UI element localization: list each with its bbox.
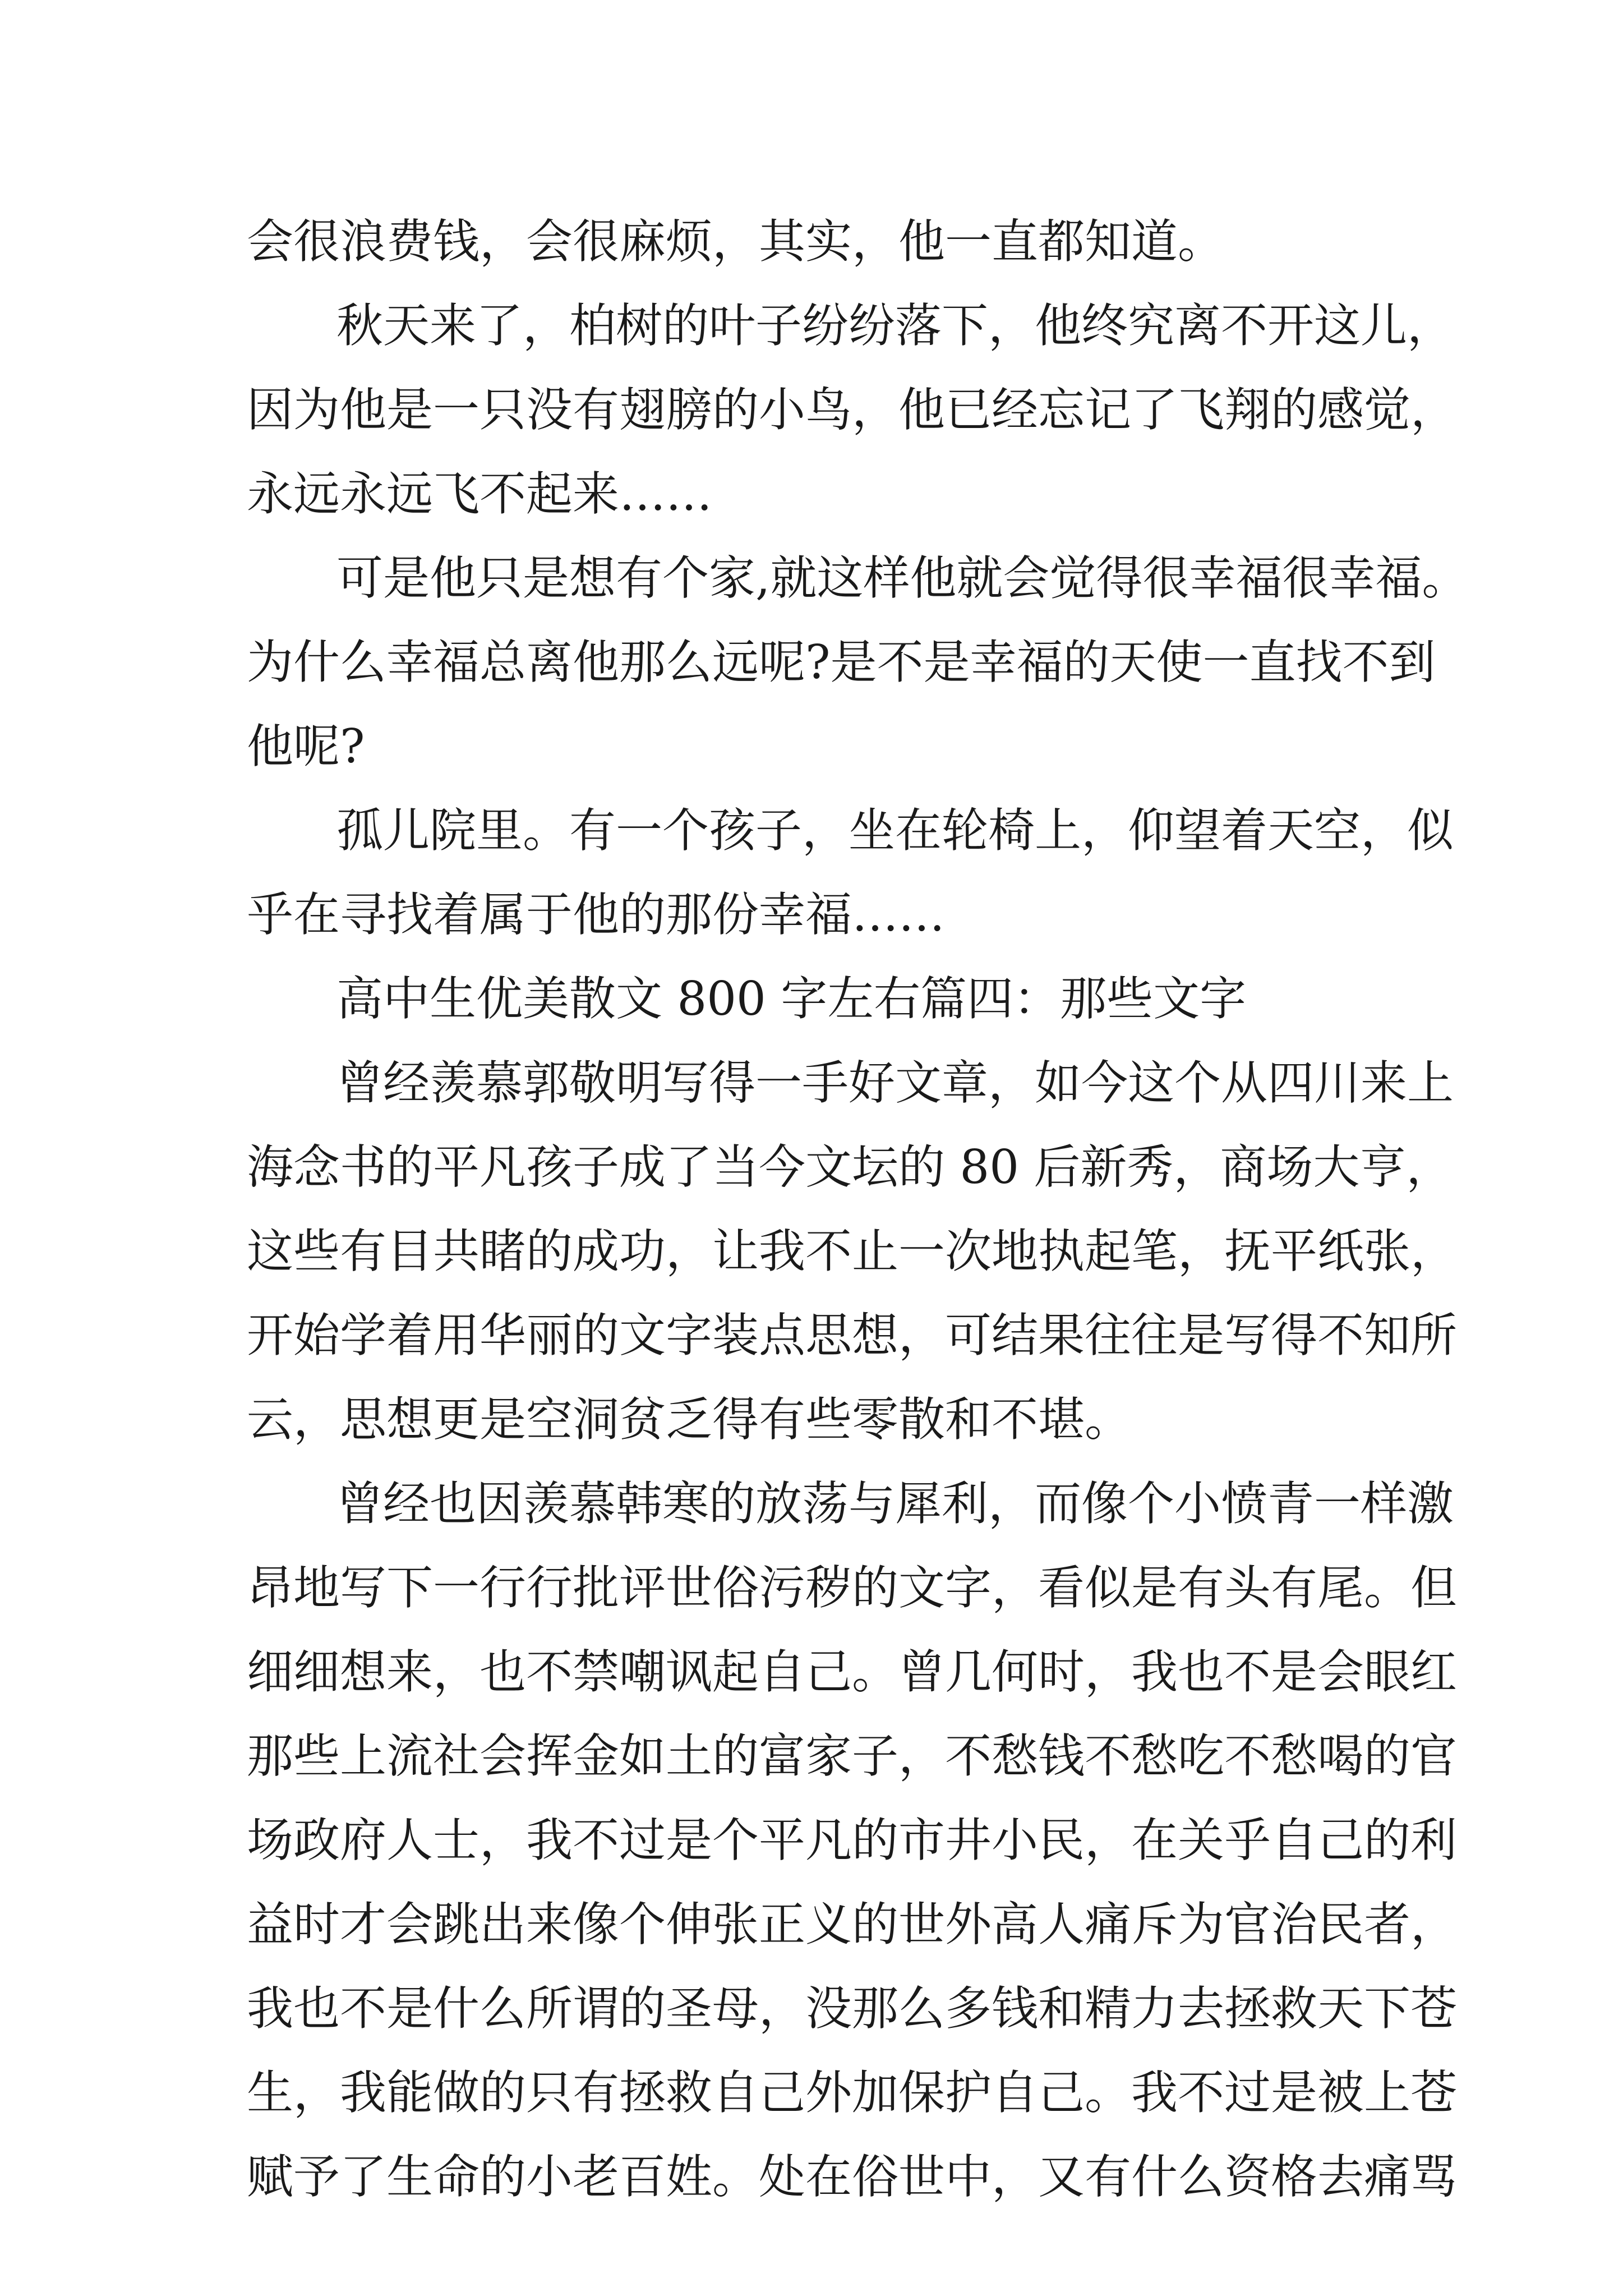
text-line: 赋予了生命的小老百姓。处在俗世中，又有什么资格去痛骂 [247, 2150, 1457, 2204]
text-line: 海念书的平凡孩子成了当今文坛的 80 后新秀，商场大亨， [247, 1140, 1453, 1194]
text-line: 云，思想更是空洞贫乏得有些零散和不堪。 [247, 1392, 1131, 1447]
text-line: 场政府人士，我不过是个平凡的市井小民，在关乎自己的利 [247, 1813, 1457, 1867]
text-line: 那些上流社会挥金如土的富家子，不愁钱不愁吃不愁喝的官 [247, 1729, 1457, 1783]
text-line: 永远永远飞不起来…… [247, 467, 712, 521]
text-line: 可是他只是想有个家,就这样他就会觉得很幸福很幸福。 [336, 551, 1469, 605]
text-line: 曾经也因羡慕韩寒的放荡与犀利，而像个小愤青一样激 [336, 1476, 1454, 1531]
text-line: 乎在寻找着属于他的那份幸福…… [247, 887, 945, 942]
document-body [247, 200, 1469, 2219]
section-heading: 高中生优美散文 800 字左右篇四：那些文字 [336, 972, 1247, 1026]
text-line: 因为他是一只没有翅膀的小鸟，他已经忘记了飞翔的感觉， [247, 383, 1457, 437]
text-line: 细细想来，也不禁嘲讽起自己。曾几何时，我也不是会眼红 [247, 1645, 1457, 1699]
text-line: 他呢? [247, 719, 365, 774]
text-line: 我也不是什么所谓的圣母，没那么多钱和精力去拯救天下苍 [247, 1981, 1457, 2036]
text-line: 孤儿院里。有一个孩子，坐在轮椅上，仰望着天空，似 [336, 803, 1454, 858]
text-line: 生，我能做的只有拯救自己外加保护自己。我不过是被上苍 [247, 2065, 1457, 2120]
text-line: 开始学着用华丽的文字装点思想，可结果往往是写得不知所 [247, 1308, 1457, 1363]
text-line: 为什么幸福总离他那么远呢?是不是幸福的天使一直找不到 [247, 635, 1436, 689]
text-line: 昂地写下一行行批评世俗污秽的文字，看似是有头有尾。但 [247, 1561, 1457, 1615]
text-line: 曾经羡慕郭敬明写得一手好文章，如今这个从四川来上 [336, 1056, 1454, 1110]
text-line: 秋天来了，柏树的叶子纷纷落下，他终究离不开这儿， [336, 298, 1454, 353]
text-line: 益时才会跳出来像个伸张正义的世外高人痛斥为官治民者， [247, 1897, 1457, 1952]
text-line: 这些有目共睹的成功，让我不止一次地执起笔，抚平纸张， [247, 1224, 1457, 1278]
text-line: 会很浪费钱，会很麻烦，其实，他一直都知道。 [247, 214, 1224, 269]
